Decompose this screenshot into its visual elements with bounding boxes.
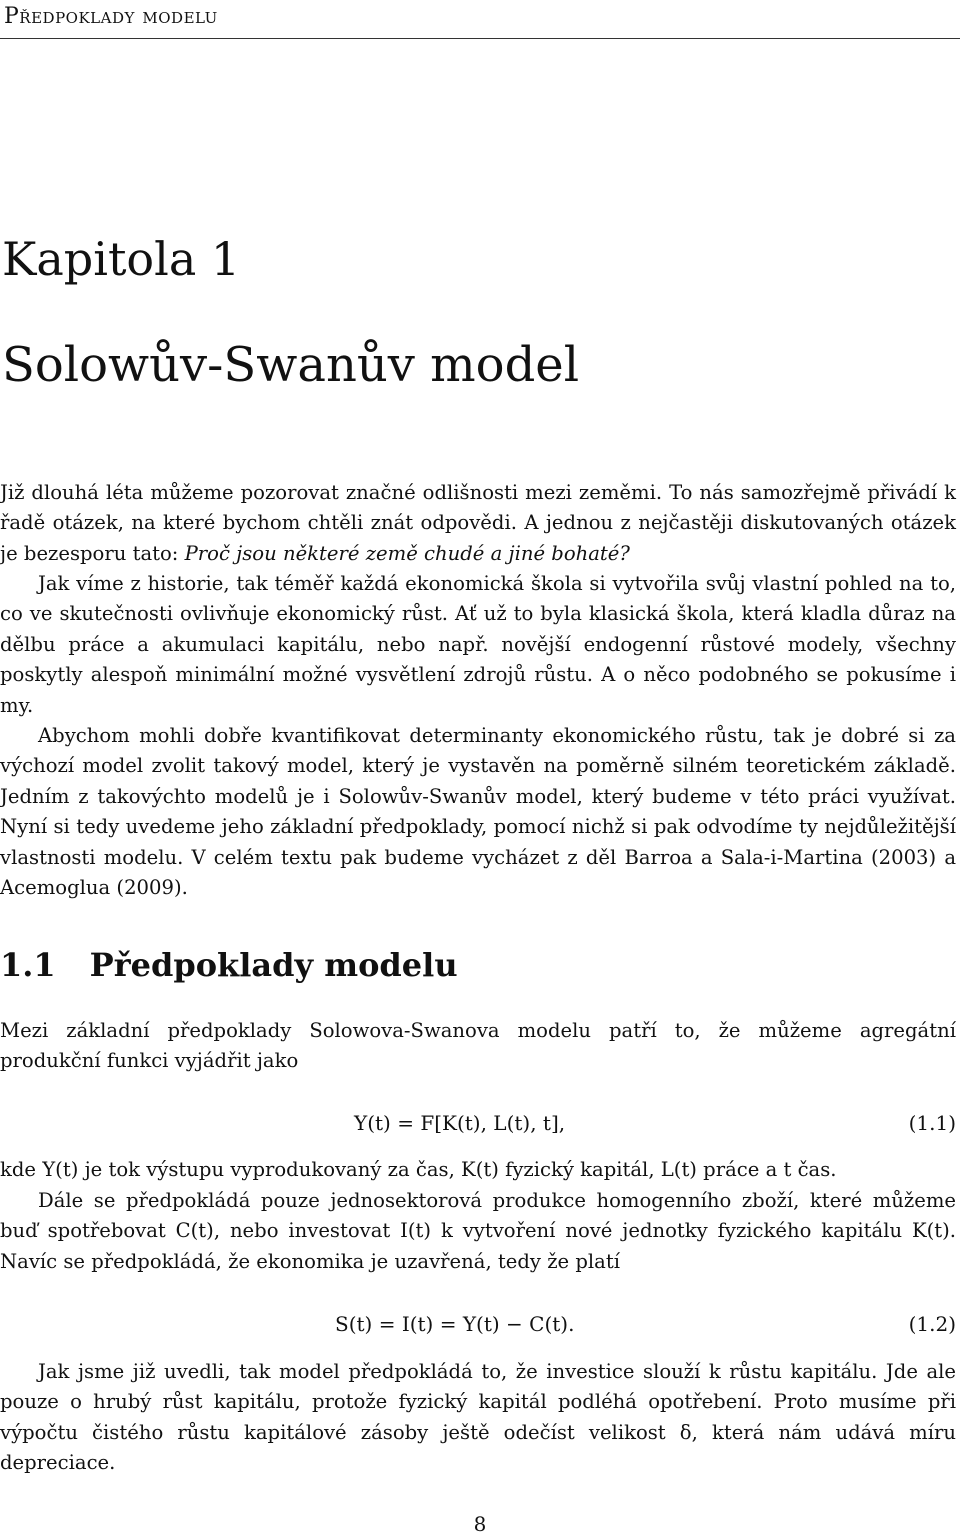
page-number: 8 xyxy=(473,1512,487,1536)
equation-1: Y(t) = F[K(t), L(t), t], xyxy=(354,1111,566,1135)
section-heading xyxy=(0,946,458,984)
section-paragraph-1: Mezi základní předpoklady Solowova-Swanova modelu patří to, že můžeme agregátní produkční funkci vyjádřit jako xyxy=(0,1019,956,1073)
intro-paragraph-1-text: Již dlouhá léta můžeme pozorovat značné odlišnosti mezi zeměmi. To nás samozřejmě přivádí k řadě otázek, na které bychom chtěli znát odpovědi. A jednou z nejčastěji diskutovaných otázek je bezesporu tato: xyxy=(0,481,956,565)
research-question: Proč jsou některé země chudé a jiné bohaté? xyxy=(184,541,630,565)
intro-paragraph-2: Jak víme z historie, tak téměř každá ekonomická škola si vytvořila svůj vlastní pohled na to, co ve skutečnosti ovlivňuje ekonomický růst. Ať už to byla klasická škola, která kladla důraz na dělbu práce a akumulaci kapitálu, nebo např. novější endogenní růstové modely, všechny poskytly alespoň minimální možné vysvětlení zdrojů růstu. A o něco podobného se pokusíme i my. xyxy=(0,572,956,717)
section-paragraph-3: Dále se předpokládá pouze jednosektorová produkce homogenního zboží, které můžeme buď spotřebovat C(t), nebo investovat I(t) k vytvoření nové jednotky fyzického kapitálu K(t). Navíc se předpokládá, že ekonomika je uzavřená, tedy že platí xyxy=(0,1189,956,1273)
section-paragraph-4: Jak jsme již uvedli, tak model předpokládá to, že investice slouží k růstu kapitálu. Jde ale pouze o hrubý růst kapitálu, protože fyzický kapitál podléhá opotřebení. Proto musíme při výpočtu čistého růstu kapitálové zásoby ještě odečíst velikost δ, která nám udává míru depreciace. xyxy=(0,1360,956,1475)
section-title: Předpoklady modelu xyxy=(89,946,458,984)
section-number: 1.1 xyxy=(0,946,56,984)
running-head: Předpoklady modelu xyxy=(4,4,218,29)
chapter-title: Solowův-Swanův model xyxy=(2,337,580,393)
equation-2-number: (1.2) xyxy=(908,1312,956,1336)
chapter-label: Kapitola 1 xyxy=(2,232,241,286)
intro-paragraph-1 xyxy=(0,478,956,569)
intro-paragraph-3: Abychom mohli dobře kvantifikovat determinanty ekonomického růstu, tak je dobré si za výchozí model zvolit takový model, který je vystavěn na poměrně silném teoretickém základě. Jedním z takovýchto modelů je i Solowův-Swanův model, který budeme v této práci využívat. Nyní si tedy uvedeme jeho základní předpoklady, pomocí nichž si pak odvodíme ty nejdůležitější vlastnosti modelu. V celém textu pak budeme vycházet z děl Barroa a Sala-i-Martina (2003) a Acemoglua (2009). xyxy=(0,724,956,900)
equation-1-number: (1.1) xyxy=(908,1111,956,1135)
section-paragraph-2: kde Y(t) je tok výstupu vyprodukovaný za čas, K(t) fyzický kapitál, L(t) práce a t čas. xyxy=(0,1158,837,1181)
equation-2: S(t) = I(t) = Y(t) − C(t). xyxy=(335,1312,575,1336)
header-rule xyxy=(0,38,960,39)
